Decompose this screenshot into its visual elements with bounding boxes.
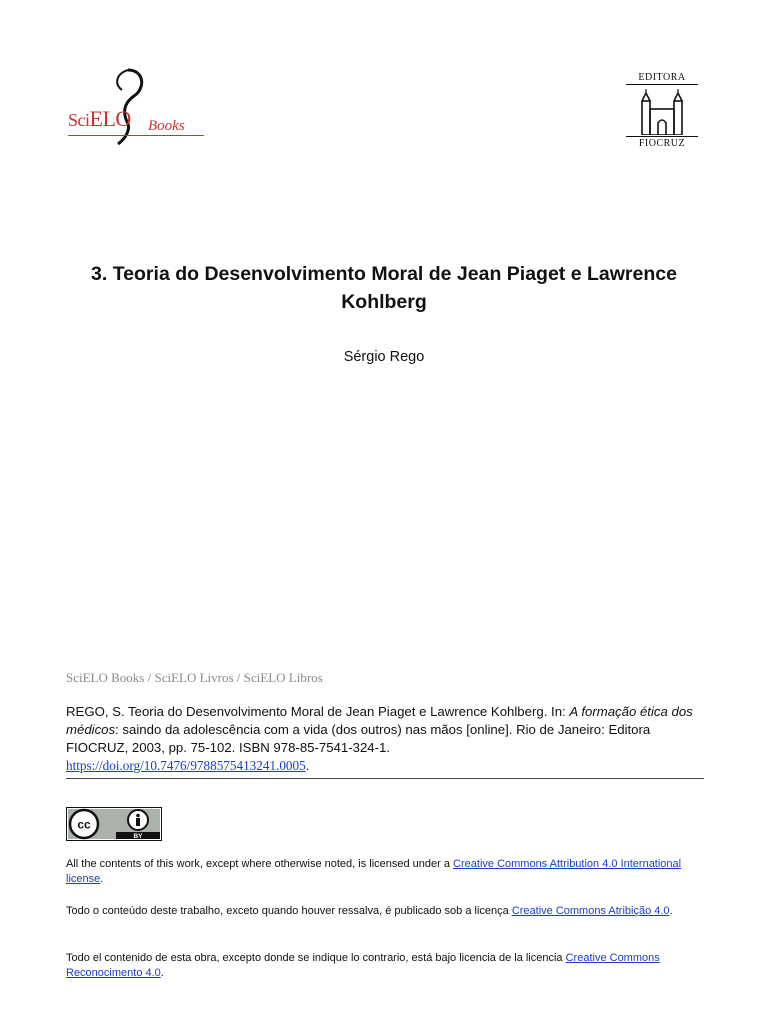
fiocruz-logo-bottom-text: FIOCRUZ [638, 138, 686, 149]
castle-icon [640, 87, 684, 135]
chapter-title: 3. Teoria do Desenvolvimento Moral de Jean Piaget e Lawrence Kohlberg [91, 263, 677, 313]
license-text: Todo o conteúdo deste trabalho, exceto quando houver ressalva, é publicado sob a licença [66, 905, 512, 917]
fiocruz-logo-rule [626, 136, 698, 137]
scielo-books-label: Books [148, 118, 185, 134]
doi-link[interactable]: https://doi.org/10.7476/9788575413241.0005 [66, 758, 306, 773]
license-end: . [669, 905, 673, 917]
fiocruz-logo-top-text: EDITORA [638, 72, 686, 83]
citation-divider [66, 778, 704, 779]
cc-by-license-badge[interactable] [66, 807, 162, 841]
citation [66, 703, 706, 775]
license-end: . [100, 873, 104, 885]
license-statement-en [66, 857, 706, 887]
editora-fiocruz-logo [626, 70, 698, 154]
license-link-pt[interactable]: Creative Commons Atribição 4.0 [511, 905, 670, 917]
license-text: Todo el contenido de esta obra, excepto donde se indique lo contrario, está bajo licencia de la licencia [66, 952, 566, 964]
fiocruz-logo-rule [626, 84, 698, 85]
license-statement-pt [66, 904, 706, 919]
cc-badge-label: cc [77, 817, 91, 832]
scielo-books-logo [64, 66, 210, 154]
scielo-series-line: SciELO Books / SciELO Livros / SciELO Libros [66, 670, 323, 685]
scielo-wordmark: SciELO [68, 106, 131, 131]
doi-suffix: . [305, 758, 310, 773]
scielo-logo-underline [68, 135, 204, 136]
author-name: Sérgio Rego [343, 349, 425, 365]
license-statement-es [66, 951, 706, 981]
license-link-es[interactable]: Creative Commons Reconocimento 4.0 [66, 952, 660, 979]
license-link-en[interactable]: Creative Commons Attribution 4.0 International license [66, 858, 682, 885]
citation-lead: REGO, S. Teoria do Desenvolvimento Moral de Jean Piaget e Lawrence Kohlberg. In: [66, 704, 570, 719]
license-text: All the contents of this work, except where otherwise noted, is licensed under a [66, 858, 454, 870]
license-end: . [160, 967, 164, 979]
citation-book-title: A formação ética dos médicos [66, 704, 693, 737]
by-badge-label: BY [133, 833, 143, 840]
citation-rest: : saindo da adolescência com a vida (dos outros) nas mãos [online]. Rio de Janeiro: Editora FIOCRUZ, 2003, pp. 75-102. ISBN 978-85-7541-324-1. [66, 722, 651, 755]
